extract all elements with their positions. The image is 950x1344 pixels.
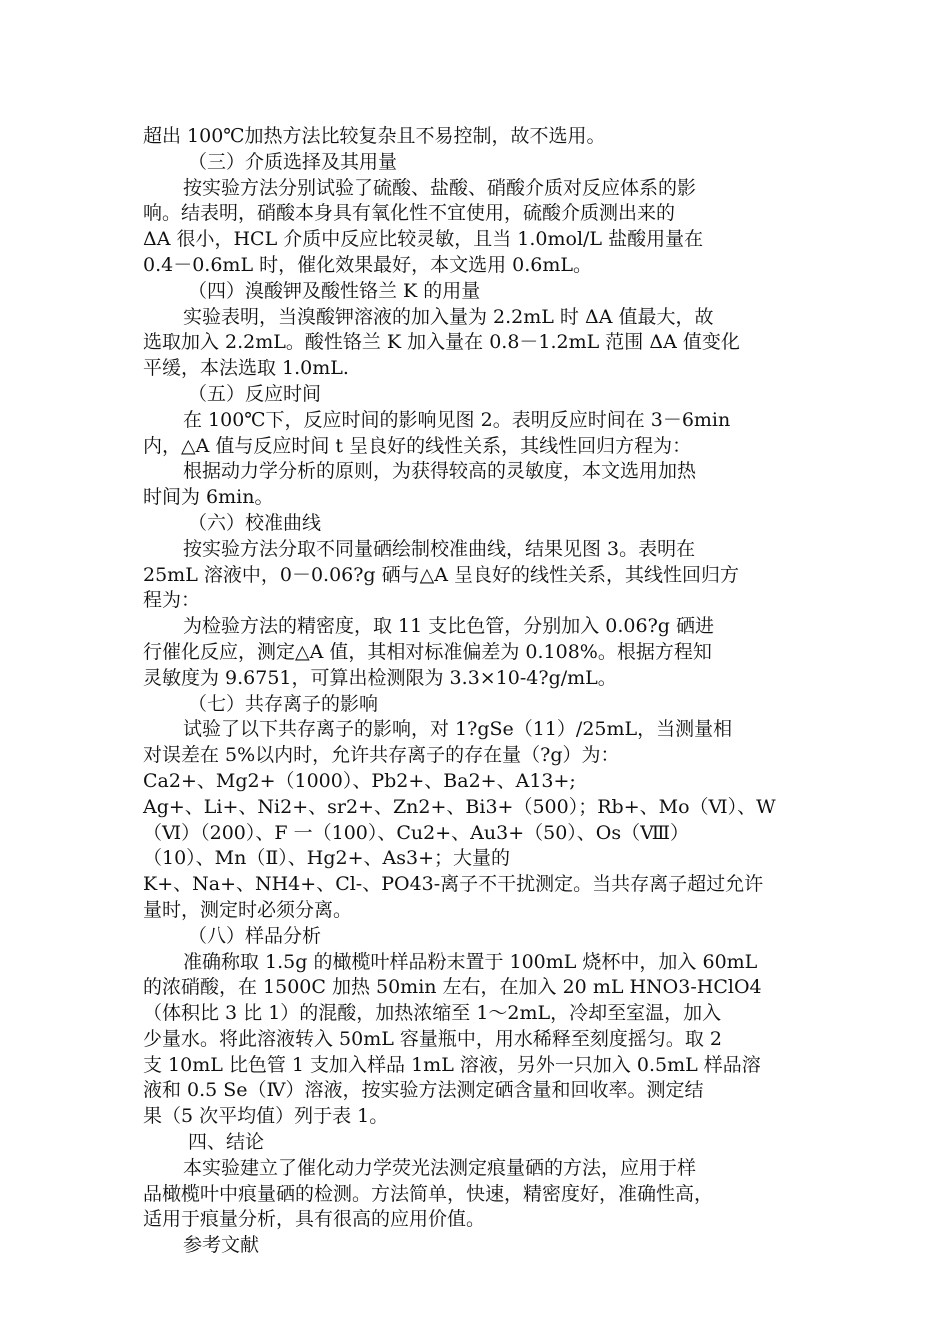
text-line: 内，△A 值与反应时间 t 呈良好的线性关系，其线性回归方程为：: [143, 434, 692, 457]
text-line: 液和 0.5 Se（Ⅳ）溶液，按实验方法测定硒含量和回收率。测定结: [143, 1079, 704, 1102]
text-line: 根据动力学分析的原则，为获得较高的灵敏度，本文选用加热: [183, 460, 697, 483]
text-line: 程为：: [143, 589, 201, 612]
text-line: 0.4－0.6mL 时，催化效果最好，本文选用 0.6mL。: [143, 253, 592, 276]
text-line: 平缓，本法选取 1.0mL.: [143, 357, 349, 380]
text-line: Ag+、Li+、Ni2+、sr2+、Zn2+、Bi3+（500）；Rb+、Mo（Ⅵ）、W: [143, 795, 776, 818]
text-line: K+、Na+、NH4+、Cl-、PO43-离子不干扰测定。当共存离子超过允许: [143, 873, 764, 896]
section-heading: （三）介质选择及其用量: [188, 150, 398, 173]
text-line: 果（5 次平均值）列于表 1。: [143, 1105, 389, 1128]
section-heading: 参考文献: [183, 1234, 260, 1257]
section-heading: （五）反应时间: [188, 382, 322, 405]
text-line: 为检验方法的精密度，取 11 支比色管，分别加入 0.06?g 硒进: [183, 615, 714, 638]
text-line: 品橄榄叶中痕量硒的检测。方法简单，快速，精密度好，准确性高，: [143, 1182, 714, 1205]
section-heading: （七）共存离子的影响: [188, 692, 379, 715]
text-line: （Ⅵ）（200）、F 一（100）、Cu2+、Au3+（50）、Os（Ⅷ）: [143, 821, 690, 844]
text-line: 响。结表明，硝酸本身具有氧化性不宜使用，硫酸介质测出来的: [143, 202, 676, 225]
text-line: 在 100℃下，反应时间的影响见图 2。表明反应时间在 3－6min: [183, 408, 731, 431]
text-line: 按实验方法分别试验了硫酸、盐酸、硝酸介质对反应体系的影: [183, 176, 697, 199]
text-line: 灵敏度为 9.6751，可算出检测限为 3.3×10-4?g/mL。: [143, 666, 617, 689]
text-line: 行催化反应，测定△A 值，其相对标准偏差为 0.108%。根据方程知: [143, 640, 712, 663]
section-heading: 四、结论: [188, 1131, 265, 1154]
text-line: 实验表明，当溴酸钾溶液的加入量为 2.2mL 时 ΔA 值最大，故: [183, 305, 714, 328]
text-line: 25mL 溶液中，0－0.06?g 硒与△A 呈良好的线性关系，其线性回归方: [143, 563, 740, 586]
text-line: 对误差在 5%以内时，允许共存离子的存在量（?g）为：: [143, 744, 620, 767]
section-heading: （六）校准曲线: [188, 511, 322, 534]
text-line: 按实验方法分取不同量硒绘制校准曲线，结果见图 3。表明在: [183, 537, 696, 560]
text-line: 准确称取 1.5g 的橄榄叶样品粉末置于 100mL 烧杯中，加入 60mL: [183, 950, 758, 973]
text-line: 选取加入 2.2mL。酸性铬兰 K 加入量在 0.8－1.2mL 范围 ΔA 值变化: [143, 331, 740, 354]
section-heading: （八）样品分析: [188, 924, 322, 947]
text-line: 量时，测定时必须分离。: [143, 898, 353, 921]
document-body: [143, 124, 815, 1259]
text-line: 本实验建立了催化动力学荧光法测定痕量硒的方法，应用于样: [183, 1156, 697, 1179]
text-line: （10）、Mn（Ⅱ）、Hg2+、As3+；大量的: [143, 847, 511, 870]
section-heading: （四）溴酸钾及酸性铬兰 K 的用量: [188, 279, 481, 302]
text-line: 适用于痕量分析，具有很高的应用价值。: [143, 1208, 486, 1231]
text-line: 超出 100℃加热方法比较复杂且不易控制，故不选用。: [143, 125, 606, 147]
text-line: 支 10mL 比色管 1 支加入样品 1mL 溶液，另外一只加入 0.5mL 样品溶: [143, 1053, 761, 1076]
text-line: （体积比 3 比 1）的混酸，加热浓缩至 1～2mL，冷却至室温，加入: [143, 1002, 722, 1025]
text-line: 的浓硝酸，在 1500C 加热 50min 左右，在加入 20 mL HNO3-HClO4: [143, 976, 762, 999]
text-line: 试验了以下共存离子的影响，对 1?gSe（11）/25mL，当测量相: [183, 718, 733, 741]
text-line: Ca2+、Mg2+（1000）、Pb2+、Ba2+、A13+;: [143, 769, 576, 792]
text-line: ΔA 很小，HCL 介质中反应比较灵敏，且当 1.0mol/L 盐酸用量在: [143, 228, 704, 251]
text-line: 时间为 6min。: [143, 486, 274, 509]
text-line: 少量水。将此溶液转入 50mL 容量瓶中，用水稀释至刻度摇匀。取 2: [143, 1027, 723, 1050]
